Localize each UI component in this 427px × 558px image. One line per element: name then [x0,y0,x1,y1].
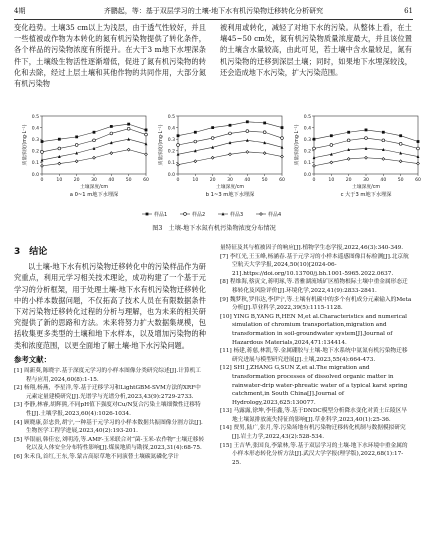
data-point [194,140,197,143]
data-point [313,164,316,167]
legend-label: 样品2 [192,211,206,218]
data-point [93,156,96,159]
data-point [382,139,385,142]
reference-item: [6] 朱禾良,首红,王东,等.蒙古高原草地不同演替土壤碳氮磷化学计 [14,453,179,460]
data-point [110,132,113,135]
y-tick-label: 0.1 [31,161,39,167]
x-axis-label: 土壤深度/cm [351,185,381,190]
reference-list-left [14,367,206,462]
y-tick-label: 0.5 [31,114,39,120]
data-point [194,160,197,163]
y-tick-label: 0.5 [303,114,311,120]
y-tick-label: 0.1 [167,161,175,167]
figure-3-charts [16,110,421,222]
data-point [194,131,197,134]
data-point [127,123,130,126]
data-point [229,153,232,156]
reference-item: [14] 贾男,陆广,张月,等.污染场地有机污染物迁移转化机制与数据模拟研究[J].岩土力学,2022,43(2):528-534. [220,425,406,441]
data-point [41,151,44,154]
x-tick-label: 0 [312,178,316,183]
data-point [382,131,385,134]
x-tick-label: 60 [143,178,149,183]
reference-item: [1] 周新葵,陈晓宇.基于深度元学习的小样本图像分类研究综述[J].计算机工程与应用,2024,60(8):1-15. [14,368,201,383]
bottom-right-column [220,244,412,467]
x-tick-label: 20 [73,178,80,183]
x-tick-label: 50 [125,178,132,183]
data-point [246,120,249,123]
data-point [263,152,266,155]
data-point [110,125,113,128]
legend-marker [260,213,263,216]
data-point [347,131,350,134]
data-point [93,139,96,142]
data-point [229,132,232,135]
data-point [145,133,148,136]
y-tick-label: 0.0 [303,172,311,178]
x-tick-label: 30 [363,178,369,183]
y-tick-label: 0.4 [167,126,175,132]
data-point [211,156,214,159]
panel-label: b 1~3 m地下水埋深 [205,192,255,198]
data-point [417,147,420,150]
data-point [365,129,368,132]
x-tick-label: 0 [40,178,44,183]
panel-label: c 大于3 m地下水埋深 [340,192,392,198]
y-tick-label: 0.0 [31,172,39,178]
legend-label: 样品1 [154,211,168,218]
reference-list-right [220,244,412,467]
paragraph-continued: 被利用或转化，减轻了对地下水的污染。从整体上看，在土壤45~50 cm处，氮有机污染物质量浓度最大，并且该位置的土壤含水量较高，由此可见，若土壤中含水量较足，氮有机污染物的迁移到深层土壤；同时，如果地下水埋深较浅，还会造成地下水污染，扩大污染范围。 [220,23,412,77]
reference-item: [8] 程维海,蔡寅文,蒋明琢,等.普雅湖流域矿区植物根际土壤中重金属形态迁移转化及风险评价[J].环境化学,2022,41(9):2833-2841. [220,279,408,294]
data-point [58,162,61,165]
data-point [41,140,44,143]
legend-marker [184,213,187,216]
data-point [229,124,232,127]
data-point [417,140,420,143]
data-point [177,144,180,147]
reference-item: [13] 马露露,徐坤,李佳鑫,等.基于DNDC模型分析降水变化对黄土丘陵区旱地土壤氮排放流失特征的影响[J].草业科学,2023,40(1):25-36. [220,408,408,423]
x-axis-label: 土壤深度/cm [79,185,109,190]
reference-item: [10] YING B,YANG R,HEN M,et al.Characteristics and numerical simulation of chromium transportation,migration and transformation in soil-groundwater system[J].Journal of Hazardous Materials,2024,471:134414. [220,313,407,346]
figure-3 [16,110,421,235]
x-tick-label: 0 [176,178,180,183]
x-tick-label: 60 [415,178,421,183]
data-point [211,126,214,129]
y-tick-label: 0.0 [167,172,175,178]
data-point [246,130,249,133]
reference-item: [12] SHI J,ZHANG G,SUN Z,et al.The migration and transformation processes of dissolved organic matter in rainwater-drip water-phreatic water of a typical karst spring catchment,in South China[J].Journal of Hydrology,2023,625:130077. [220,365,408,406]
data-point [399,142,402,145]
x-tick-label: 30 [227,178,233,183]
y-tick-label: 0.2 [167,149,175,155]
data-point [365,156,368,159]
data-point [365,137,368,140]
reference-item: [3] 李静,林睿,胡辉熊,不同pH值下强度对Cu/N复合污染土壤细微性迁移特性[J].土壤学报,2023,60(4):1026-1034. [14,402,201,417]
y-axis-label: 质量浓度/(mg·L⁻¹) [23,124,28,166]
data-point [145,153,148,156]
data-point [330,144,333,147]
x-tick-label: 40 [108,178,115,183]
data-point [382,158,385,161]
reference-item: [5] 毕银丽,韩佳宏,刘明涛,等.AMF-玉米联合对“菌-玉米-农作物”土壤迁移转化以及人体安全分布特性影响[J].煤炭地质与勘探,2023,31(4):68-75. [14,436,205,452]
x-tick-label: 50 [397,178,404,183]
running-title: 齐鹏起，等：基于双层学习的土壤-地下水有机污染物迁移转化分析研究 [103,7,324,15]
data-point [127,138,130,141]
data-point [110,152,113,155]
data-point [313,138,316,141]
reference-item: [9] 魏梦秋,罗伟达,李伊宁,等.土壤有机碳中的多个有机成分元素输入的Meta分析[J].草业科学,2022,39(5):1115-1128. [220,296,412,312]
data-point [145,129,148,132]
data-point [177,134,180,137]
x-tick-label: 10 [192,178,199,183]
legend-label: 样品3 [230,211,244,218]
x-tick-label: 10 [56,178,63,183]
references-heading: 参考文献： [14,354,51,364]
page-number: 61 [404,7,413,15]
data-point [417,162,420,165]
x-tick-label: 60 [279,178,285,183]
data-point [399,160,402,163]
page-header [14,4,413,18]
x-tick-label: 40 [244,178,251,183]
legend-marker [146,213,149,216]
data-point [399,134,402,137]
panel-label: a 0~1 m地下水埋深 [69,192,119,198]
data-point [93,131,96,134]
data-point [41,164,44,167]
top-right-column [220,22,412,78]
header-rule [14,19,413,20]
y-tick-label: 0.5 [167,114,175,120]
issue-number: 4期 [14,7,26,15]
reference-item: [7] 李红光,王玉峰,杨涵春.基于元学习的小样本遥感图像目标检测[J].北京航空航天大学学报,2024,50(10)[2024-06-21].https://doi.org/10.13700/j.bh.1001-5965.2022.0637. [220,253,409,277]
paragraph-continued: 变化趋势。土壤35 cm以上为浅层，由于透气性较好，并且一些植被或作物为本转化的氮有机污染物提供了转化条件，各个样品的污染物浓度有所提升。在大于3 m地下水埋深条件下，土壤级生物活性逐渐增低，促进了氮有机污染物的转化和去除，经过上层土壤和其他作物的共同作用，大部分氮有机污染物 [14,23,206,89]
data-point [211,137,214,140]
y-tick-label: 0.2 [31,149,39,155]
x-tick-label: 50 [261,178,268,183]
bottom-left-column [14,244,206,462]
data-point [330,134,333,137]
x-tick-label: 20 [345,178,352,183]
y-axis-label: 质量浓度/(mg·L⁻¹) [159,124,164,166]
y-tick-label: 0.3 [167,138,175,143]
reference-item: [15] 王吉华,张国良,李蒙林,等.基于双层学习的土壤-地下水环境中重金属的小样本形态转化分析方法[J].武汉大学学报(理学版),2022,68(1):17-25. [220,442,408,466]
figure-caption: 图3 土壤-地下水氮有机污染物浓度分布情况 [152,225,276,232]
data-point [75,144,78,147]
data-point [347,139,350,142]
y-tick-label: 0.3 [303,138,311,143]
data-point [127,148,130,151]
data-point [281,155,284,158]
conclusion-body: 以土壤-地下水有机污染物迁移转化中的污染样品作为研究重点，利用元学习相关技术理论，成功构建了一个基于元学习的分析框架，用于处理土壤-地下水有机污染物迁移转化中的小样本数据问题，不仅拓高了技术人员在有限数据条件下对污染物迁移转化过程的分析与理解，也为未来的相关研究提供了新的思路和方法。未来将努力扩大数据集规模，包括收集更多类型的土壤和地下水样本，以及增加污染物的种类和浓度范围，以更全面地了解土壤-地下水污染问题。 [14,262,206,350]
x-axis-label: 土壤深度/cm [215,185,245,190]
data-point [246,151,249,154]
y-tick-label: 0.2 [303,149,311,155]
data-point [75,135,78,138]
top-left-column [14,22,206,89]
x-tick-label: 40 [380,178,387,183]
y-tick-label: 0.4 [303,126,311,132]
y-axis-label: 质量浓度/(mg·L⁻¹) [295,124,300,166]
data-point [263,131,266,134]
data-point [313,147,316,150]
reference-item: [2] 杨翔,杨燕，李星洋,等.基于迁移学习和LightGBM-SVM方法的XRF中元素定量建模研究[J].光谱学与光谱分析,2023,43(9):2729-2733. [14,385,201,400]
reference-item: [4] 顾晓康,彭忠贵,胡宁,一种基于元学习的小样本数据共振图像分割方法[J].生物医学工程学进展,2023,40(2):193-201. [14,419,203,435]
section-heading: 3 结论 [14,247,48,257]
data-point [281,126,284,129]
y-tick-label: 0.3 [31,138,39,143]
reference-item: [11] 杨建,蒋慈,林凯,等.金属硼胶与土壤-地下水系统中氨氮有机污染物迁移研究进展与模型研究进展[J].土壤,2023,55(4):664-473. [220,348,408,363]
data-point [347,158,350,161]
data-point [75,160,78,163]
data-point [127,127,130,130]
reference-item: 量特征及其与植被因子的响应[J].植物学生态学报,2022,46(3):340-349. [220,245,404,251]
series-line [314,130,418,142]
y-tick-label: 0.4 [31,126,39,132]
x-tick-label: 20 [209,178,216,183]
x-tick-label: 10 [328,178,335,183]
data-point [281,137,284,140]
legend-label: 样品4 [268,211,282,218]
data-point [263,122,266,125]
data-point [58,138,61,141]
y-tick-label: 0.1 [303,161,311,167]
data-point [330,161,333,164]
plot-frame [314,116,418,174]
data-point [177,163,180,166]
data-point [58,147,61,150]
x-tick-label: 30 [91,178,97,183]
